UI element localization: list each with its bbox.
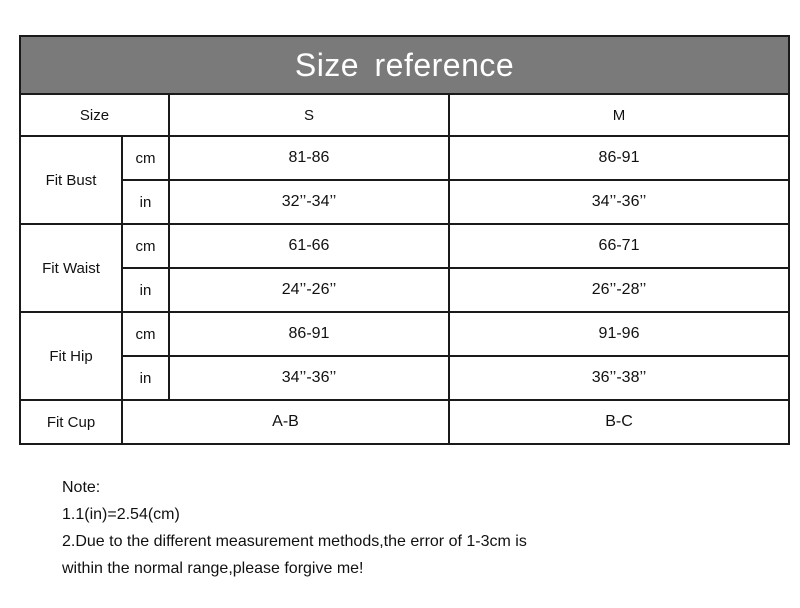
fit-waist-in-unit: in — [122, 268, 169, 312]
notes-section — [62, 474, 527, 582]
fit-waist-in-m: 26’’-28’’ — [449, 268, 789, 312]
fit-waist-label: Fit Waist — [20, 224, 122, 312]
fit-hip-cm-m: 91-96 — [449, 312, 789, 356]
note-line-3: within the normal range,please forgive me! — [62, 560, 364, 577]
note-line-1: 1.1(in)=2.54(cm) — [62, 506, 180, 523]
fit-hip-in-m: 36’’-38’’ — [449, 356, 789, 400]
fit-hip-in-unit: in — [122, 356, 169, 400]
fit-waist-cm-s: 61-66 — [169, 224, 449, 268]
size-s-header: S — [169, 94, 449, 136]
fit-bust-cm-unit: cm — [122, 136, 169, 180]
fit-bust-in-s: 32’’-34’’ — [169, 180, 449, 224]
size-m-header: M — [449, 94, 789, 136]
size-column-header: Size — [20, 94, 169, 136]
fit-bust-cm-m: 86-91 — [449, 136, 789, 180]
fit-hip-label: Fit Hip — [20, 312, 122, 400]
fit-cup-m: B-C — [449, 400, 789, 444]
note-line-2: 2.Due to the different measurement methods,the error of 1-3cm is — [62, 533, 527, 550]
note-heading: Note: — [62, 479, 101, 496]
table-title: Size reference — [20, 36, 789, 94]
fit-hip-cm-s: 86-91 — [169, 312, 449, 356]
fit-bust-label: Fit Bust — [20, 136, 122, 224]
fit-bust-cm-s: 81-86 — [169, 136, 449, 180]
fit-hip-cm-unit: cm — [122, 312, 169, 356]
fit-waist-in-s: 24’’-26’’ — [169, 268, 449, 312]
fit-waist-cm-unit: cm — [122, 224, 169, 268]
fit-bust-in-unit: in — [122, 180, 169, 224]
size-reference-table — [19, 35, 790, 445]
fit-hip-in-s: 34’’-36’’ — [169, 356, 449, 400]
fit-waist-cm-m: 66-71 — [449, 224, 789, 268]
fit-cup-s: A-B — [122, 400, 449, 444]
fit-bust-in-m: 34’’-36’’ — [449, 180, 789, 224]
fit-cup-label: Fit Cup — [20, 400, 122, 444]
